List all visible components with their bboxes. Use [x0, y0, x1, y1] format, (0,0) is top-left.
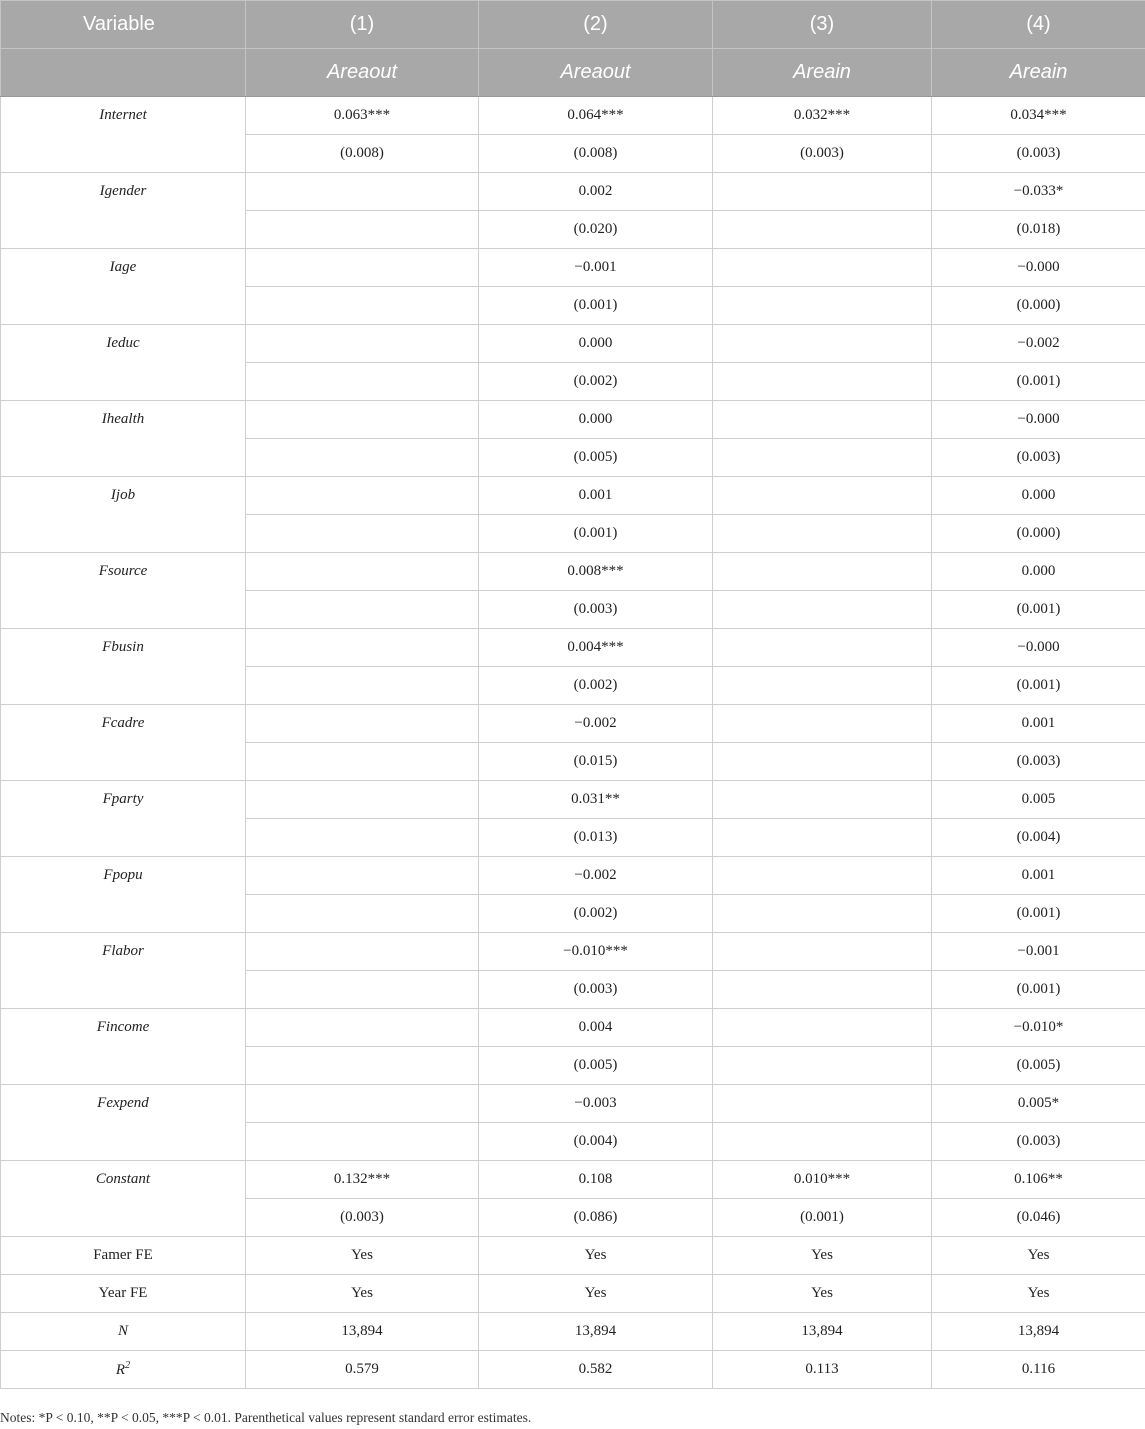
coefficient-cell [713, 553, 932, 591]
coefficient-cell [246, 477, 479, 515]
variable-label: Fsource [1, 553, 246, 629]
standard-error-cell: (0.001) [932, 363, 1145, 401]
coefficient-cell [246, 781, 479, 819]
variable-label: Fbusin [1, 629, 246, 705]
standard-error-cell: (0.001) [479, 287, 713, 325]
table-row-coefficient [1, 1085, 1145, 1123]
coefficient-cell [246, 1009, 479, 1047]
table-body [1, 97, 1145, 1389]
standard-error-cell: (0.003) [932, 743, 1145, 781]
variable-label: Fincome [1, 1009, 246, 1085]
footer-value-cell: 13,894 [713, 1313, 932, 1351]
coefficient-cell: 0.063*** [246, 97, 479, 135]
standard-error-cell [713, 591, 932, 629]
standard-error-cell [246, 1123, 479, 1161]
standard-error-cell [713, 211, 932, 249]
coefficient-cell [246, 401, 479, 439]
footer-value-cell: 13,894 [932, 1313, 1145, 1351]
variable-label: Igender [1, 173, 246, 249]
coefficient-cell: −0.000 [932, 401, 1145, 439]
standard-error-cell: (0.004) [479, 1123, 713, 1161]
table-row-footer [1, 1351, 1145, 1389]
coefficient-cell [713, 325, 932, 363]
standard-error-cell [246, 515, 479, 553]
coefficient-cell: 0.001 [479, 477, 713, 515]
table-row-coefficient [1, 401, 1145, 439]
standard-error-cell [713, 363, 932, 401]
coefficient-cell: −0.002 [932, 325, 1145, 363]
coefficient-cell: 0.001 [932, 705, 1145, 743]
footer-label [1, 1313, 246, 1351]
standard-error-cell: (0.000) [932, 515, 1145, 553]
header-variable-blank [1, 49, 246, 97]
standard-error-cell [713, 667, 932, 705]
footer-value-cell: 0.579 [246, 1351, 479, 1389]
footer-value-cell: 13,894 [479, 1313, 713, 1351]
standard-error-cell [246, 211, 479, 249]
table-row-coefficient [1, 477, 1145, 515]
standard-error-cell [246, 363, 479, 401]
coefficient-cell: 0.000 [479, 325, 713, 363]
standard-error-cell: (0.001) [713, 1199, 932, 1237]
coefficient-cell [713, 1009, 932, 1047]
standard-error-cell: (0.000) [932, 287, 1145, 325]
standard-error-cell: (0.003) [479, 591, 713, 629]
variable-label: Iage [1, 249, 246, 325]
standard-error-cell [713, 515, 932, 553]
standard-error-cell: (0.013) [479, 819, 713, 857]
table-row-coefficient [1, 553, 1145, 591]
footer-value-cell: 0.582 [479, 1351, 713, 1389]
standard-error-cell: (0.015) [479, 743, 713, 781]
standard-error-cell: (0.003) [932, 135, 1145, 173]
coefficient-cell: 0.034*** [932, 97, 1145, 135]
standard-error-cell: (0.001) [932, 971, 1145, 1009]
variable-label: Ihealth [1, 401, 246, 477]
coefficient-cell [246, 705, 479, 743]
standard-error-cell [246, 819, 479, 857]
standard-error-cell: (0.003) [932, 439, 1145, 477]
coefficient-cell [246, 933, 479, 971]
table-row-coefficient [1, 629, 1145, 667]
header-variable: Variable [1, 1, 246, 49]
table-row-footer [1, 1237, 1145, 1275]
footer-label-text: Year FE [98, 1285, 148, 1301]
table-row-footer [1, 1275, 1145, 1313]
footer-value-cell: Yes [479, 1275, 713, 1313]
standard-error-cell [713, 287, 932, 325]
coefficient-cell: −0.033* [932, 173, 1145, 211]
standard-error-cell: (0.001) [932, 667, 1145, 705]
coefficient-cell [713, 781, 932, 819]
coefficient-cell: 0.004*** [479, 629, 713, 667]
standard-error-cell [246, 591, 479, 629]
standard-error-cell: (0.005) [479, 439, 713, 477]
footer-label [1, 1351, 246, 1389]
standard-error-cell: (0.002) [479, 895, 713, 933]
coefficient-cell: 0.064*** [479, 97, 713, 135]
coefficient-cell: 0.005* [932, 1085, 1145, 1123]
footer-value-cell: Yes [713, 1275, 932, 1313]
standard-error-cell [713, 743, 932, 781]
coefficient-cell: 0.010*** [713, 1161, 932, 1199]
coefficient-cell: 0.031** [479, 781, 713, 819]
column-dependent-3: Areain [713, 49, 932, 97]
coefficient-cell: 0.002 [479, 173, 713, 211]
standard-error-cell: (0.046) [932, 1199, 1145, 1237]
coefficient-cell: −0.010* [932, 1009, 1145, 1047]
standard-error-cell: (0.003) [932, 1123, 1145, 1161]
table-row-coefficient [1, 1161, 1145, 1199]
coefficient-cell [713, 477, 932, 515]
standard-error-cell: (0.005) [479, 1047, 713, 1085]
coefficient-cell: 0.000 [932, 477, 1145, 515]
coefficient-cell: −0.002 [479, 857, 713, 895]
variable-label: Fpopu [1, 857, 246, 933]
coefficient-cell: 0.000 [479, 401, 713, 439]
column-number-4: (4) [932, 1, 1145, 49]
column-dependent-2: Areaout [479, 49, 713, 97]
table-row-coefficient [1, 857, 1145, 895]
coefficient-cell [246, 629, 479, 667]
standard-error-cell: (0.086) [479, 1199, 713, 1237]
table-notes: Notes: *P < 0.10, **P < 0.05, ***P < 0.01. Parenthetical values represent standard error estimates. [0, 1410, 532, 1425]
standard-error-cell: (0.001) [932, 591, 1145, 629]
standard-error-cell: (0.003) [713, 135, 932, 173]
footer-value-cell: Yes [246, 1237, 479, 1275]
coefficient-cell: −0.001 [932, 933, 1145, 971]
standard-error-cell [246, 743, 479, 781]
variable-label: Flabor [1, 933, 246, 1009]
coefficient-cell: 0.008*** [479, 553, 713, 591]
variable-label: Fparty [1, 781, 246, 857]
standard-error-cell [713, 1123, 932, 1161]
table-header [1, 1, 1145, 97]
footer-label [1, 1275, 246, 1313]
footer-label-text: Famer FE [93, 1247, 153, 1263]
coefficient-cell [713, 173, 932, 211]
standard-error-cell: (0.002) [479, 363, 713, 401]
coefficient-cell: 0.000 [932, 553, 1145, 591]
standard-error-cell [246, 439, 479, 477]
variable-label: Internet [1, 97, 246, 173]
column-dependent-4: Areain [932, 49, 1145, 97]
footer-value-cell: Yes [246, 1275, 479, 1313]
standard-error-cell [713, 895, 932, 933]
coefficient-cell: −0.002 [479, 705, 713, 743]
coefficient-cell [246, 249, 479, 287]
column-number-2: (2) [479, 1, 713, 49]
table-row-coefficient [1, 173, 1145, 211]
coefficient-cell: −0.000 [932, 249, 1145, 287]
coefficient-cell: −0.000 [932, 629, 1145, 667]
standard-error-cell [713, 819, 932, 857]
table-row-coefficient [1, 97, 1145, 135]
standard-error-cell: (0.003) [479, 971, 713, 1009]
table-row-coefficient [1, 933, 1145, 971]
coefficient-cell: 0.032*** [713, 97, 932, 135]
footer-value-cell: Yes [479, 1237, 713, 1275]
coefficient-cell [713, 933, 932, 971]
footer-value-cell: 13,894 [246, 1313, 479, 1351]
standard-error-cell: (0.001) [479, 515, 713, 553]
coefficient-cell: 0.001 [932, 857, 1145, 895]
standard-error-cell [246, 667, 479, 705]
coefficient-cell: −0.001 [479, 249, 713, 287]
footer-value-cell: Yes [932, 1237, 1145, 1275]
standard-error-cell: (0.001) [932, 895, 1145, 933]
footer-value-cell: Yes [932, 1275, 1145, 1313]
coefficient-cell [713, 857, 932, 895]
coefficient-cell [713, 1085, 932, 1123]
standard-error-cell [246, 1047, 479, 1085]
coefficient-cell [246, 553, 479, 591]
footer-value-cell: 0.113 [713, 1351, 932, 1389]
coefficient-cell: 0.106** [932, 1161, 1145, 1199]
footer-value-cell: Yes [713, 1237, 932, 1275]
table-row-coefficient [1, 705, 1145, 743]
table-row-coefficient [1, 1009, 1145, 1047]
footer-value-cell: 0.116 [932, 1351, 1145, 1389]
standard-error-cell: (0.003) [246, 1199, 479, 1237]
standard-error-cell: (0.008) [479, 135, 713, 173]
standard-error-cell: (0.008) [246, 135, 479, 173]
table-row-footer [1, 1313, 1145, 1351]
table-row-coefficient [1, 781, 1145, 819]
footer-label-text: R [115, 1362, 126, 1378]
coefficient-cell: 0.005 [932, 781, 1145, 819]
standard-error-cell [713, 971, 932, 1009]
table-row-coefficient [1, 325, 1145, 363]
table-row-coefficient [1, 249, 1145, 287]
column-number-1: (1) [246, 1, 479, 49]
standard-error-cell: (0.020) [479, 211, 713, 249]
coefficient-cell [713, 705, 932, 743]
coefficient-cell [246, 173, 479, 211]
standard-error-cell: (0.005) [932, 1047, 1145, 1085]
variable-label: Ieduc [1, 325, 246, 401]
coefficient-cell [246, 325, 479, 363]
footer-label [1, 1237, 246, 1275]
coefficient-cell: −0.003 [479, 1085, 713, 1123]
coefficient-cell: 0.108 [479, 1161, 713, 1199]
coefficient-cell: −0.010*** [479, 933, 713, 971]
variable-label: Fcadre [1, 705, 246, 781]
footer-label-text: N [117, 1323, 128, 1339]
coefficient-cell [713, 401, 932, 439]
coefficient-cell [713, 249, 932, 287]
standard-error-cell [246, 895, 479, 933]
standard-error-cell: (0.004) [932, 819, 1145, 857]
column-dependent-1: Areaout [246, 49, 479, 97]
coefficient-cell [713, 629, 932, 667]
standard-error-cell [246, 971, 479, 1009]
coefficient-cell [246, 857, 479, 895]
coefficient-cell: 0.132*** [246, 1161, 479, 1199]
variable-label: Fexpend [1, 1085, 246, 1161]
variable-label: Ijob [1, 477, 246, 553]
standard-error-cell: (0.002) [479, 667, 713, 705]
standard-error-cell [246, 287, 479, 325]
variable-label: Constant [1, 1161, 246, 1237]
footer-label-superscript: 2 [125, 1360, 131, 1371]
standard-error-cell: (0.018) [932, 211, 1145, 249]
coefficient-cell [246, 1085, 479, 1123]
coefficient-cell: 0.004 [479, 1009, 713, 1047]
standard-error-cell [713, 439, 932, 477]
column-number-3: (3) [713, 1, 932, 49]
standard-error-cell [713, 1047, 932, 1085]
